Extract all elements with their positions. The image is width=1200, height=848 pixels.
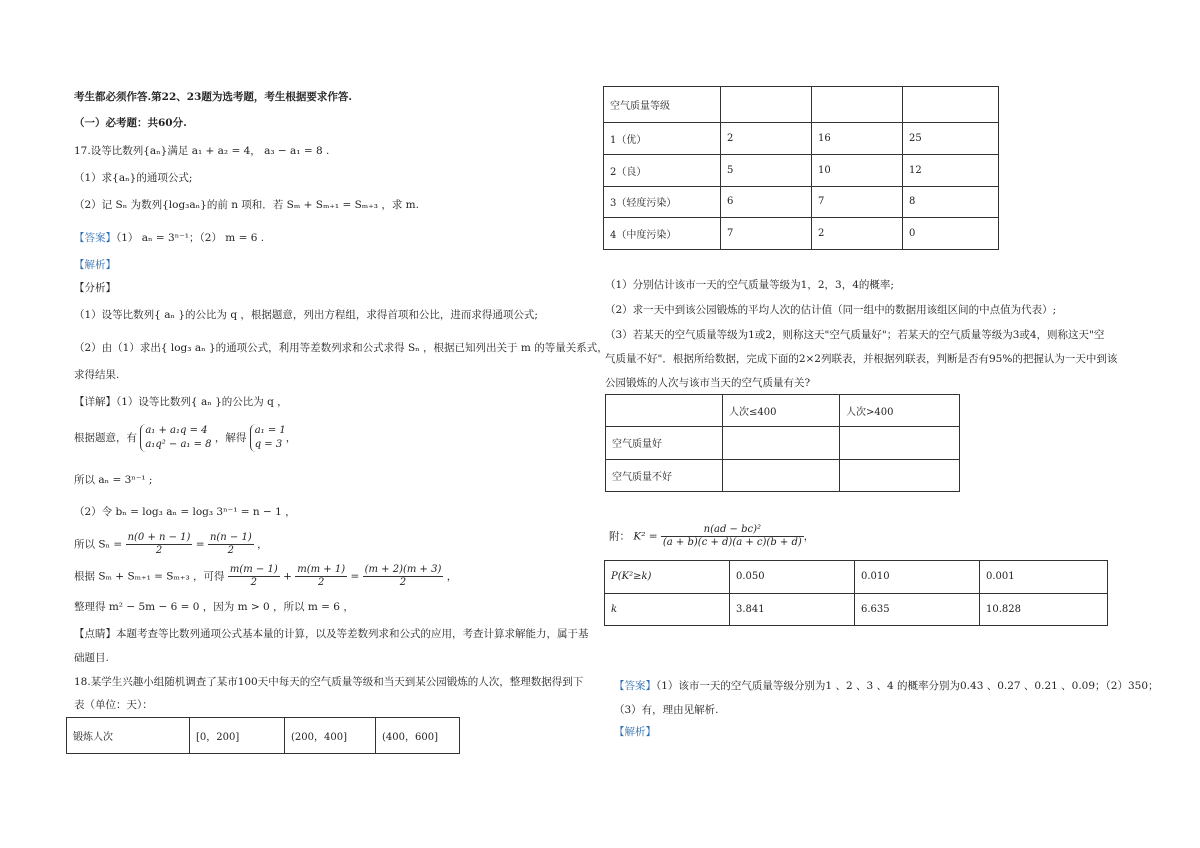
table-cell: (400，600]: [376, 718, 460, 754]
table-cell: 4（中度污染）: [604, 218, 721, 250]
table-cell: 3.841: [730, 593, 855, 626]
table-row: [606, 427, 960, 459]
table-cell: 空气质量不好: [606, 459, 723, 491]
system-1: [140, 424, 211, 452]
q18-part3-line3: 公园锻炼的人次与该市当天的空气质量有关?: [605, 377, 811, 389]
xiangjie-tag: 【详解】: [74, 396, 116, 408]
q18-line-1: 18.某学生兴趣小组随机调查了某市100天中每天的空气质量等级和当天到某公园锻炼的人次，整理数据得到下: [74, 676, 584, 688]
fraction-2-den: 2: [227, 545, 235, 556]
table-row: [604, 218, 999, 250]
table-cell: 2: [721, 123, 812, 155]
q18-part2: （2）求一天中到该公园锻炼的平均人次的估计值（同一组中的数据用该组区间的中点值为代表）;: [605, 304, 1057, 316]
dianjing-text-1: 本题考查等比数列通项公式基本量的计算，以及等差数列求和公式的应用，考查计算求解能力，属于基: [116, 628, 589, 640]
k2-lhs: K² =: [633, 530, 658, 543]
table-cell: 锻炼人次: [67, 718, 190, 754]
fraction-3-den: 2: [250, 577, 257, 588]
table-cell: 0: [903, 218, 999, 250]
fraction-4: [295, 564, 347, 589]
table-cell: [723, 459, 840, 491]
table-row: [606, 395, 960, 427]
table-cell: 空气质量等级: [604, 87, 721, 123]
k2-numerator: n(ad − bc)²: [661, 524, 804, 537]
table-cell: 3（轻度污染）: [604, 186, 721, 218]
fraction-4-num: m(m + 1): [297, 564, 346, 575]
fraction-3: [228, 564, 280, 589]
table-cell: [0，200]: [190, 718, 285, 754]
table-cell: 7: [812, 186, 903, 218]
fraction-4-den: 2: [317, 577, 325, 588]
system-2: [250, 424, 286, 452]
q18-part3-line1: （3）若某天的空气质量等级为1或2，则称这天"空气质量好"；若某天的空气质量等级为3或4，则称这天"空: [605, 329, 1105, 341]
table-cell: 2: [812, 218, 903, 250]
table-row: [605, 593, 1108, 626]
table-cell: 人次≤400: [723, 395, 840, 427]
table-cell: [606, 395, 723, 427]
fraction-5-num: (m + 2)(m + 3): [364, 564, 442, 575]
analysis-tag: 【解析】: [74, 259, 116, 271]
table-row: [67, 718, 460, 754]
system-2-eq2: q = 3: [254, 439, 283, 450]
xiangjie-text-5a: 所以 Sₙ =: [74, 538, 123, 551]
m-equation-line: 根据 Sₘ + Sₘ₊₁ = Sₘ₊₃ ，可得 $\frac{m(m - 1)}{2}$ + $\frac{m(m + 1)}{2}$ = $\frac{(m + 2)(m + 3)}{2}$ ，: [74, 564, 458, 588]
xiangjie-line-4: （2）令 bₙ = log₃ aₙ = log₃ 3ⁿ⁻¹ = n − 1 ，: [74, 506, 296, 518]
dianjing-tag: 【点睛】: [74, 628, 116, 640]
system-1-eq2: a₁q² − a₁ = 8: [145, 439, 212, 450]
table-cell: 0.010: [855, 561, 980, 594]
k2-fraction: [661, 524, 804, 549]
fraction-1-den: 2: [155, 545, 163, 556]
dianjing-line-1: [74, 627, 589, 641]
fraction-2: [208, 532, 254, 557]
xiangjie-text-6a: 根据 Sₘ + Sₘ₊₁ = Sₘ₊₃ ，可得: [74, 570, 225, 583]
air-quality-table: [603, 86, 999, 250]
fraction-1-num: n(0 + n − 1): [127, 532, 191, 543]
xiangjie-line-1: [74, 395, 288, 409]
fraction-1: [126, 532, 193, 557]
dianjing-line-2: 础题目.: [74, 652, 109, 664]
k2-formula: [609, 524, 814, 549]
k2-tail: ，: [803, 530, 815, 543]
table-cell: 6.635: [855, 593, 980, 626]
q17-part2: （2）记 Sₙ 为数列{log₃aₙ}的前 n 项和．若 Sₘ + Sₘ₊₁ = Sₘ₊₃ ，求 m.: [74, 199, 419, 211]
system-2-eq1: a₁ = 1: [254, 425, 286, 436]
table-cell: 人次>400: [840, 395, 960, 427]
table-cell: 10: [812, 154, 903, 186]
q17-part1: （1）求{aₙ}的通项公式;: [74, 172, 193, 184]
fenxi-line-2: （2）由（1）求出{ log₃ aₙ }的通项公式，利用等差数列求和公式求得 Sₙ ，根据已知列出关于 m 的等量关系式，: [74, 342, 608, 354]
equation-system-line: 根据题意，有 a₁ + a₁q = 4 a₁q² − a₁ = 8 ，解得 a₁ = 1 q = 3 ，: [74, 425, 297, 450]
q18-answer-line1: [614, 679, 1159, 693]
answer-tag: 【答案】: [614, 680, 656, 692]
exercise-table-header: [66, 717, 460, 754]
xiangjie-text-2b: ，解得: [214, 432, 247, 444]
table-cell: 1（优）: [604, 123, 721, 155]
q18-part3-line2: 气质量不好"．根据所给数据，完成下面的2×2列联表，并根据列联表，判断是否有95%的把握认为一天中到该: [605, 353, 1118, 365]
fenxi-line-1: （1）设等比数列{ aₙ }的公比为 q ，根据题意，列出方程组，求得首项和公比，进而求得通项公式;: [74, 309, 538, 321]
table-cell: 8: [903, 186, 999, 218]
table-cell: 25: [903, 123, 999, 155]
table-row: [604, 123, 999, 155]
fenxi-line-3: 求得结果.: [74, 369, 120, 381]
xiangjie-line-3: 所以 aₙ = 3ⁿ⁻¹ ;: [74, 474, 153, 486]
table-row: [604, 154, 999, 186]
table-cell: [723, 427, 840, 459]
table-cell: 12: [903, 154, 999, 186]
table-cell: [840, 459, 960, 491]
critical-value-table: [604, 560, 1108, 626]
k2-denominator: (a + b)(c + d)(a + c)(b + d): [662, 537, 802, 548]
fraction-5-den: 2: [399, 577, 407, 588]
table-cell: 6: [721, 186, 812, 218]
q17-title: 17.设等比数列{aₙ}满足 a₁ + a₂ = 4， a₃ − a₁ = 8 .: [74, 145, 330, 157]
table-cell: [903, 87, 999, 123]
table-row: [606, 459, 960, 491]
table-cell: 10.828: [980, 593, 1108, 626]
table-row: [604, 87, 999, 123]
table-cell: (200，400]: [285, 718, 376, 754]
q18-part1: （1）分别估计该市一天的空气质量等级为1，2，3，4的概率;: [605, 279, 894, 291]
table-cell: 2（良）: [604, 154, 721, 186]
table-cell: [721, 87, 812, 123]
fraction-5: [363, 564, 444, 589]
table-cell: [840, 427, 960, 459]
exam-instruction: 考生都必须作答.第22、23题为选考题，考生根据要求作答.: [74, 91, 353, 103]
table-row: [604, 186, 999, 218]
table-cell: 0.050: [730, 561, 855, 594]
q18-line-2: 表（单位：天）：: [74, 699, 153, 711]
table-cell: 7: [721, 218, 812, 250]
xiangjie-text-2a: 根据题意，有: [74, 432, 137, 444]
answer-text: （1） aₙ = 3ⁿ⁻¹；（2） m = 6 .: [116, 232, 265, 244]
fenxi-tag: 【分析】: [74, 282, 116, 294]
answer-tag: 【答案】: [74, 232, 116, 244]
xiangjie-text-1: （1）设等比数列{ aₙ }的公比为 q ，: [116, 396, 288, 408]
table-cell: 16: [812, 123, 903, 155]
table-cell: P(K²≥k): [605, 561, 730, 594]
fraction-3-num: m(m − 1): [229, 564, 278, 575]
table-cell: k: [605, 593, 730, 626]
table-cell: 空气质量好: [606, 427, 723, 459]
table-cell: 0.001: [980, 561, 1108, 594]
q18-answer-line2: （3）有，理由见解析.: [614, 704, 719, 716]
table-cell: [812, 87, 903, 123]
analysis-tag: 【解析】: [614, 726, 656, 738]
table-cell: 5: [721, 154, 812, 186]
system-1-eq1: a₁ + a₁q = 4: [145, 425, 208, 436]
q18-answer-text-1: （1）该市一天的空气质量等级分别为1 、2 、3 、4 的概率分别为0.43 、0.27 、0.21 、0.09；（2）350；: [656, 680, 1159, 692]
section-title: （一）必考题：共60分.: [74, 117, 187, 129]
xiangjie-line-7: 整理得 m² − 5m − 6 = 0 ，因为 m > 0 ，所以 m = 6 ，: [74, 601, 354, 613]
fu-label: 附：: [609, 530, 630, 543]
sum-formula-line: 所以 Sₙ = $\frac{n(0 + n - 1)}{2}$ = $\frac{n(n - 1)}{2}$ ，: [74, 532, 268, 556]
table-row: [605, 561, 1108, 594]
fraction-2-num: n(n − 1): [209, 532, 252, 543]
contingency-table: [605, 394, 960, 492]
q17-answer: [74, 231, 264, 245]
